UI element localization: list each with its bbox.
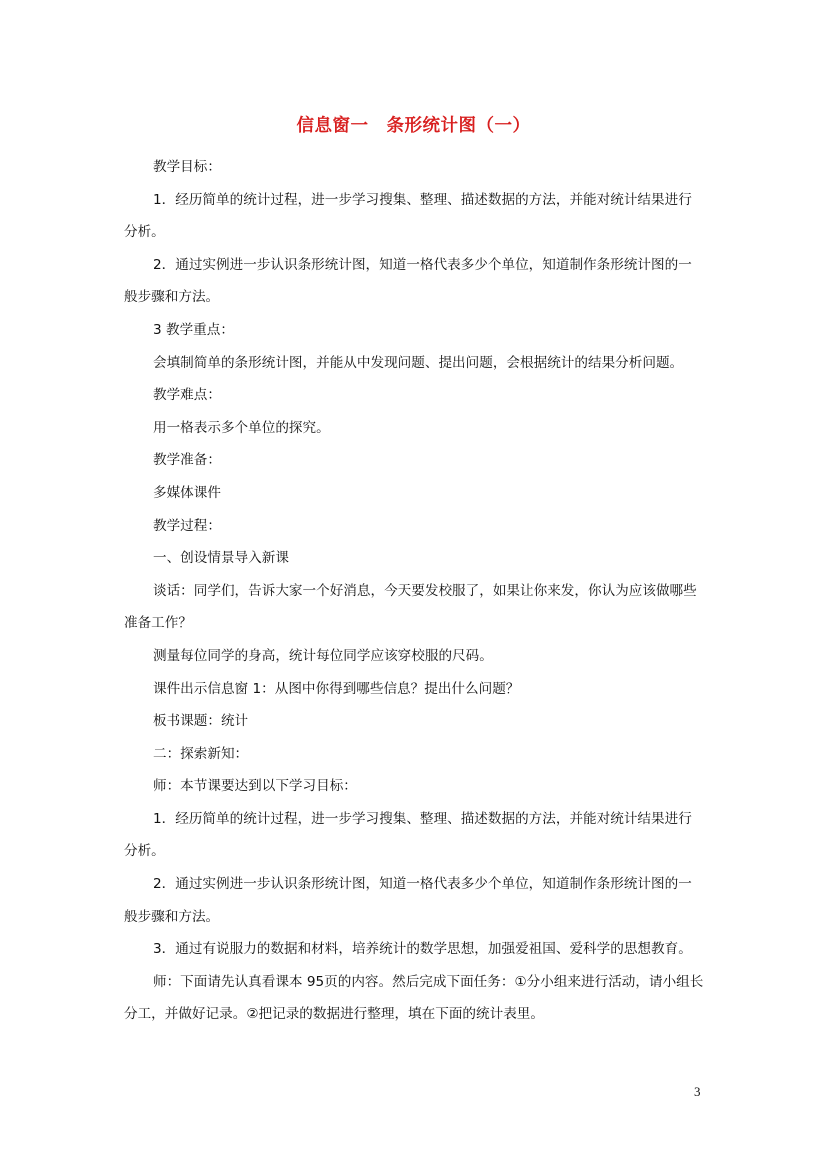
paragraph-goal-2-repeat: 2．通过实例进一步认识条形统计图，知道一格代表多少个单位，知道制作条形统计图的一般步骤和方法。	[124, 876, 692, 925]
paragraph-goal-2: 2．通过实例进一步认识条形统计图，知道一格代表多少个单位，知道制作条形统计图的一般步骤和方法。	[124, 256, 692, 306]
paragraph-teacher-task: 师：下面请先认真看课本 95页的内容。然后完成下面任务：①分小组来进行活动，请小组长分工，并做好记录。②把记录的数据进行整理，填在下面的统计表里。	[124, 973, 704, 1023]
paragraph-teaching-goals-heading: 教学目标：	[153, 159, 221, 175]
paragraph-preparation: 多媒体课件	[153, 484, 221, 501]
paragraph-board-title: 板书课题：统计	[153, 713, 249, 730]
page-number: 3	[694, 1084, 701, 1099]
document-body	[124, 151, 704, 1031]
paragraph-goal-3: 3．通过有说服力的数据和材料，培养统计的数学思想，加强爱祖国、爱科学的思想教育。	[153, 941, 692, 958]
paragraph-section-1-heading: 一、创设情景导入新课	[153, 550, 289, 567]
paragraph-preparation-heading: 教学准备：	[153, 452, 221, 469]
paragraph-goal-1-repeat: 1．经历简单的统计过程，进一步学习搜集、整理、描述数据的方法，并能对统计结果进行分析。	[124, 810, 692, 860]
paragraph-difficulty-heading: 教学难点：	[153, 387, 221, 404]
paragraph-courseware: 课件出示信息窗 1：从图中你得到哪些信息？提出什么问题？	[153, 680, 520, 697]
paragraph-key-points: 会填制简单的条形统计图，并能从中发现问题、提出问题，会根据统计的结果分析问题。	[153, 354, 684, 371]
paragraph-goal-1: 1．经历简单的统计过程，进一步学习搜集、整理、描述数据的方法，并能对统计结果进行分析。	[124, 191, 692, 241]
paragraph-process-heading: 教学过程：	[153, 517, 221, 534]
paragraph-teacher-goals: 师：本节课要达到以下学习目标：	[153, 778, 357, 795]
paragraph-section-2-heading: 二：探索新知：	[153, 745, 249, 762]
page-title: 信息窗一 条形统计图（一）	[296, 116, 531, 136]
paragraph-measure: 测量每位同学的身高，统计每位同学应该穿校服的尺码。	[153, 647, 493, 664]
paragraph-key-points-heading: 3 教学重点：	[153, 321, 234, 338]
paragraph-difficulty: 用一格表示多个单位的探究。	[153, 419, 330, 436]
paragraph-dialogue: 谈话：同学们，告诉大家一个好消息，今天要发校服了，如果让你来发，你认为应该做哪些准备工作？	[124, 582, 697, 632]
